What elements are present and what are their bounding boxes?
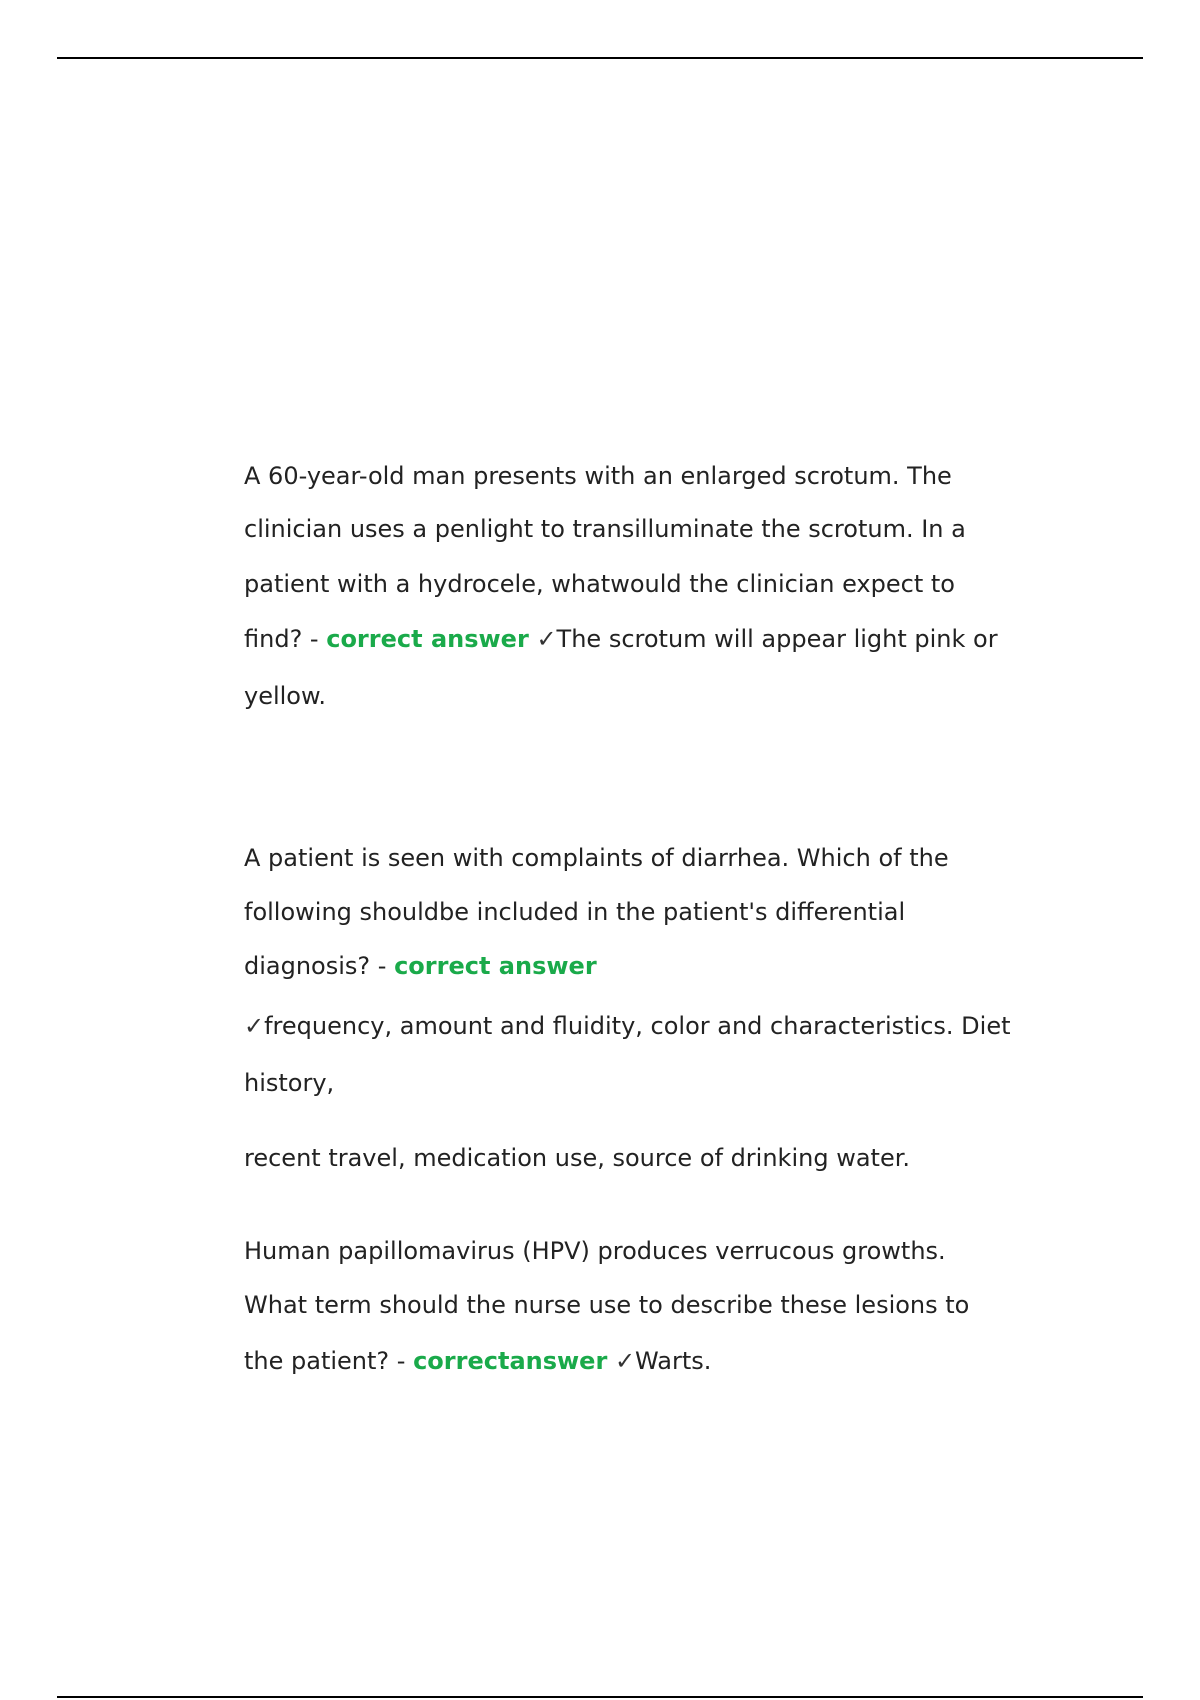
checkmark-icon: ✓ bbox=[244, 1012, 265, 1040]
q1-answer-part-2: yellow. bbox=[244, 682, 327, 710]
q1-line-4 bbox=[244, 624, 998, 654]
q1-line-3: patient with a hydrocele, whatwould the clinician expect to bbox=[244, 570, 955, 598]
top-rule bbox=[57, 57, 1143, 59]
q2-line-3 bbox=[244, 951, 597, 981]
checkmark-icon: ✓ bbox=[536, 625, 557, 653]
q3-prefix: the patient? - bbox=[244, 1347, 414, 1375]
q3-line-3 bbox=[244, 1346, 711, 1376]
q2-answer-part-2: history, bbox=[244, 1069, 335, 1097]
bottom-rule bbox=[57, 1696, 1143, 1698]
q1-line-2: clinician uses a penlight to transilluminate the scrotum. In a bbox=[244, 515, 966, 543]
q3-line-1: Human papillomavirus (HPV) produces verrucous growths. bbox=[244, 1237, 946, 1265]
q2-answer-part-1: frequency, amount and fluidity, color and characteristics. Diet bbox=[264, 1012, 1011, 1040]
q1-answer-part-1: The scrotum will appear light pink or bbox=[556, 625, 998, 653]
q2-line-1: A patient is seen with complaints of diarrhea. Which of the bbox=[244, 844, 949, 872]
q2-answer-part-3: recent travel, medication use, source of drinking water. bbox=[244, 1144, 910, 1172]
q2-correct-answer-label: correct answer bbox=[394, 952, 597, 980]
checkmark-icon: ✓ bbox=[614, 1347, 636, 1375]
q3-line-2: What term should the nurse use to describe these lesions to bbox=[244, 1291, 970, 1319]
q2-prefix: diagnosis? - bbox=[244, 952, 395, 980]
q2-answer-line-1 bbox=[244, 1011, 1011, 1041]
q3-answer: Warts. bbox=[635, 1347, 712, 1375]
q1-prefix: find? - bbox=[244, 625, 327, 653]
q1-line-1: A 60-year-old man presents with an enlarged scrotum. The bbox=[244, 462, 952, 490]
q3-correct-answer-label: correctanswer bbox=[413, 1347, 608, 1375]
q2-line-2: following shouldbe included in the patient's differential bbox=[244, 898, 906, 926]
q1-correct-answer-label: correct answer bbox=[326, 625, 529, 653]
